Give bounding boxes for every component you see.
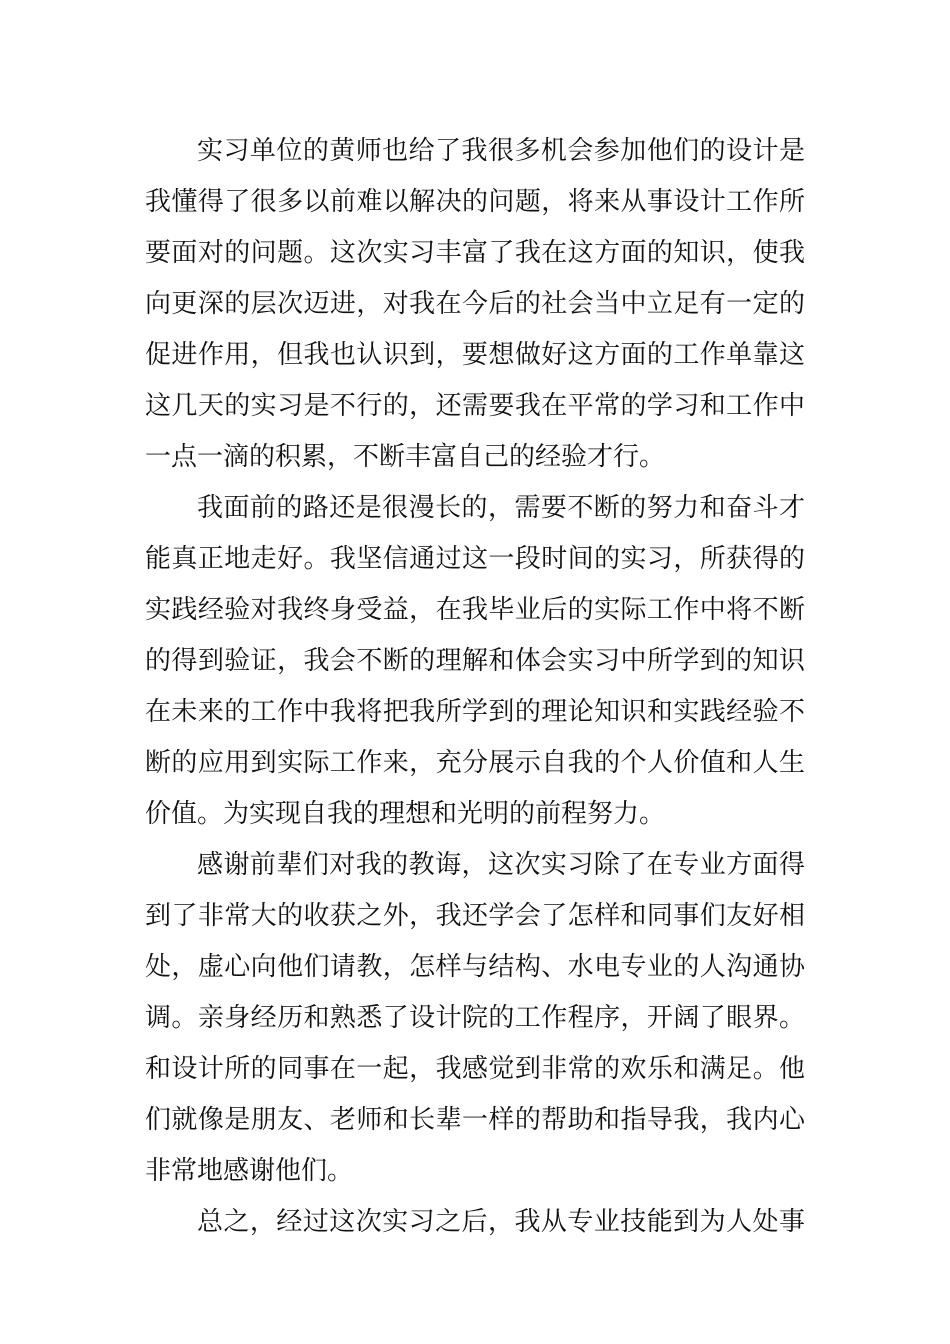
text-line: 总之，经过这次实习之后，我从专业技能到为人处事 <box>197 1207 805 1237</box>
text-line: 们就像是朋友、老师和长辈一样的帮助和指导我，我内心 <box>145 1105 805 1135</box>
text-line: 在未来的工作中我将把我所学到的理论知识和实践经验不 <box>145 697 805 727</box>
text-line: 的得到验证，我会不断的理解和体会实习中所学到的知识 <box>145 646 805 676</box>
text-line: 断的应用到实际工作来，充分展示自我的个人价值和人生 <box>145 748 805 778</box>
text-line: 调。亲身经历和熟悉了设计院的工作程序，开阔了眼界。 <box>145 1003 805 1033</box>
text-line: 价值。为实现自我的理想和光明的前程努力。 <box>145 799 666 829</box>
text-line: 非常地感谢他们。 <box>145 1156 354 1186</box>
text-line: 感谢前辈们对我的教诲，这次实习除了在专业方面得 <box>197 850 805 880</box>
text-line: 这几天的实习是不行的，还需要我在平常的学习和工作中 <box>145 391 805 421</box>
text-line: 实习单位的黄师也给了我很多机会参加他们的设计是 <box>197 136 805 166</box>
paragraph <box>145 840 805 1197</box>
text-line: 促进作用，但我也认识到，要想做好这方面的工作单靠这 <box>145 340 805 370</box>
text-line: 能真正地走好。我坚信通过这一段时间的实习，所获得的 <box>145 544 805 574</box>
document-body <box>145 126 805 1248</box>
text-line: 处，虚心向他们请教，怎样与结构、水电专业的人沟通协 <box>145 952 805 982</box>
text-line: 和设计所的同事在一起，我感觉到非常的欢乐和满足。他 <box>145 1054 805 1084</box>
paragraph <box>145 483 805 840</box>
text-line: 我懂得了很多以前难以解决的问题，将来从事设计工作所 <box>145 187 805 217</box>
text-line: 要面对的问题。这次实习丰富了我在这方面的知识，使我 <box>145 238 805 268</box>
paragraph <box>145 126 805 483</box>
paragraph <box>145 1197 805 1248</box>
text-line: 到了非常大的收获之外，我还学会了怎样和同事们友好相 <box>145 901 805 931</box>
text-line: 我面前的路还是很漫长的，需要不断的努力和奋斗才 <box>197 493 805 523</box>
text-line: 向更深的层次迈进，对我在今后的社会当中立足有一定的 <box>145 289 805 319</box>
text-line: 实践经验对我终身受益，在我毕业后的实际工作中将不断 <box>145 595 805 625</box>
text-line: 一点一滴的积累，不断丰富自己的经验才行。 <box>145 442 666 472</box>
